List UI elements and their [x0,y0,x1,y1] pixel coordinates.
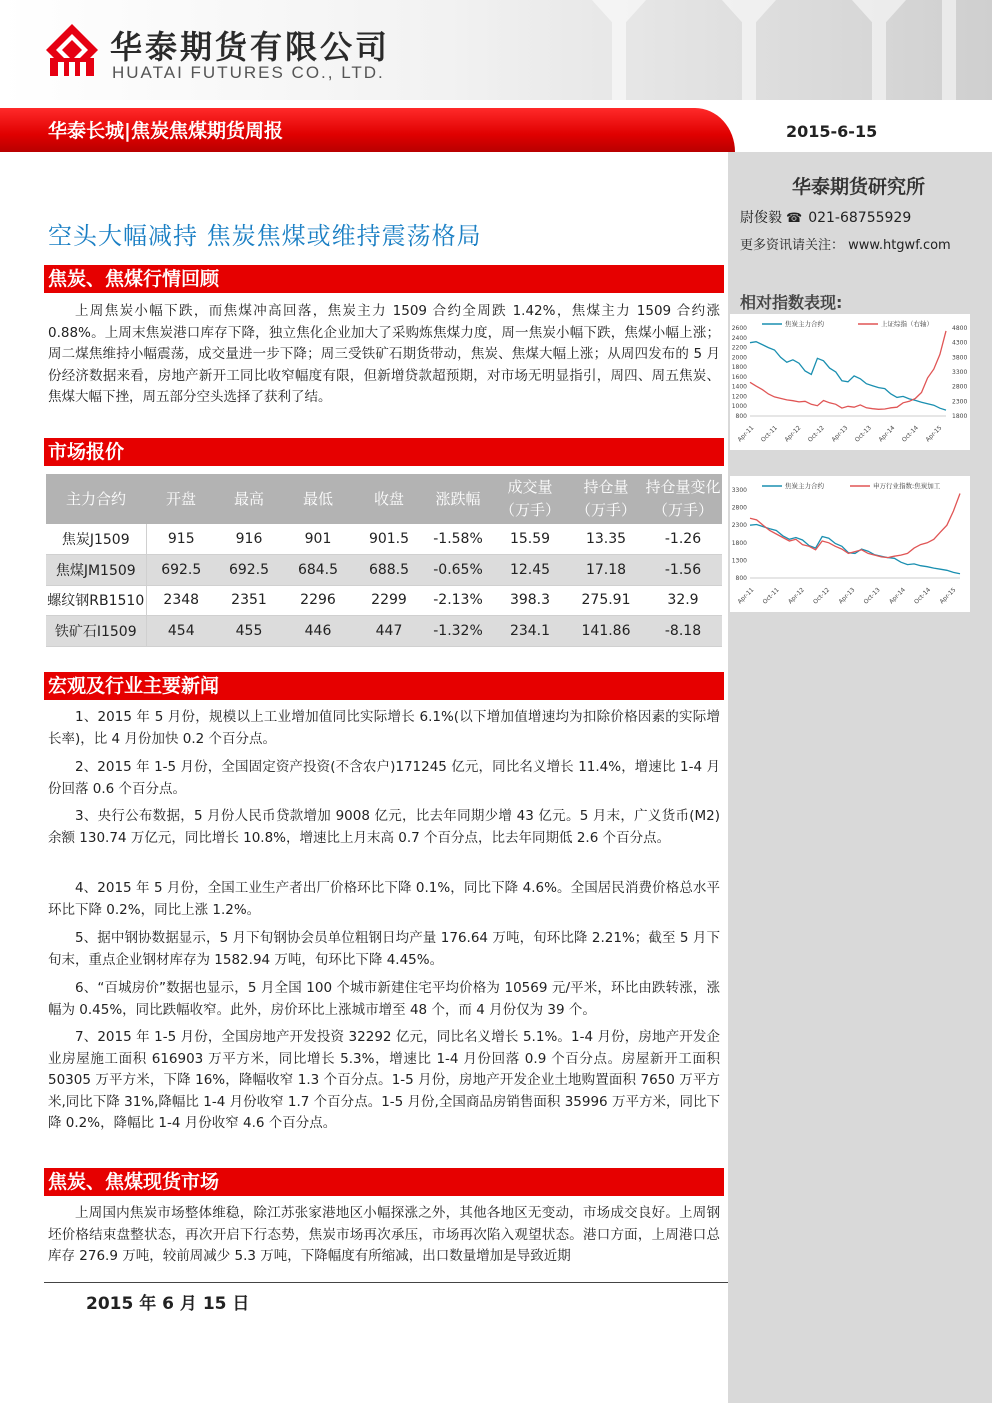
y-tick-label: 2000 [731,354,747,362]
contract-name-cell: 螺纹钢RB1510 [46,585,146,616]
x-tick-label: Apr-13 [837,586,857,606]
x-tick-label: Apr-13 [830,424,850,444]
table-header-cell: 持仓量变化 （万手） [644,474,722,524]
company-name-cn: 华泰期货有限公司 [110,28,391,66]
analyst-phone: 021-68755929 [808,210,912,226]
news-item-1: 1、2015 年 5 月份，规模以上工业增加值同比实际增长 6.1%(以下增加值增速均为扣除价格因素的实际增长率)，比 4 月份加快 0.2 个百分点。 [48,709,720,747]
section-title-spot: 焦炭、焦煤现货市场 [44,1168,724,1196]
y-tick-label: 1200 [731,393,747,401]
table-row [46,585,722,616]
table-cell: 2299 [354,585,424,616]
table-cell: -8.18 [644,616,722,647]
table-cell: 688.5 [354,555,424,586]
table-header-cell: 最低 [282,474,354,524]
table-cell: 2351 [216,585,282,616]
table-cell: -1.56 [644,555,722,586]
table-cell: 141.86 [568,616,644,647]
x-tick-label: Apr-12 [786,586,806,606]
y-tick-label: 1400 [731,383,747,391]
analyst-name: 尉俊毅 [740,210,782,226]
table-cell: 447 [354,616,424,647]
news-item-4: 4、2015 年 5 月份，全国工业生产者出厂价格环比下降 0.1%，同比下降 4.6%。全国居民消费价格总水平环比下降 0.2%，同比上涨 1.2%。 [48,880,720,918]
report-header [0,0,992,100]
y-right-tick-label: 1800 [952,413,968,420]
spot-paragraph: 上周国内焦炭市场整体维稳，除江苏张家港地区小幅探涨之外，其他各地区无变动，市场成交良好。上周钢坯价格结束盘整状态，再次开启下行态势，焦炭市场再次承压，市场再次陷入观望状态。港口方面，上周港口总库存 276.9 万吨，较前周减少 5.3 万吨，下降幅度有所缩减，出口数量增加是导致近期 [48,1205,720,1264]
y-right-tick-label: 3800 [952,354,968,362]
y-tick-label: 2800 [731,504,747,512]
news-item-6: 6、“百城房价”数据也显示，5 月全国 100 个城市新建住宅平均价格为 10569 元/平米，环比由跌转涨，涨幅为 0.45%，同比跌幅收窄。此外，房价环比上涨城市增至 48 个，而 4 月份仅为 39 个。 [48,980,720,1018]
y-tick-label: 1000 [731,403,747,411]
y-tick-label: 1800 [731,364,747,372]
y-tick-label: 3300 [731,487,747,494]
y-tick-label: 1800 [731,539,747,547]
table-cell: 901.5 [354,524,424,555]
x-tick-label: Oct-11 [761,586,781,606]
table-cell: 275.91 [568,585,644,616]
legend-label: 上证综指（右轴） [881,320,933,328]
relative-index-chart [730,314,970,450]
table-row [46,616,722,647]
table-cell: 12.45 [492,555,568,586]
table-cell: 446 [282,616,354,647]
table-cell: 692.5 [146,555,216,586]
y-right-tick-label: 4300 [952,339,968,347]
contract-name-cell: 焦煤JM1509 [46,555,146,586]
footer-divider [44,1282,728,1283]
table-cell: 32.9 [644,585,722,616]
series-line [750,342,946,410]
y-right-tick-label: 4800 [952,325,968,332]
x-tick-label: Apr-11 [736,424,756,444]
x-tick-label: Oct-11 [759,424,779,444]
table-cell: 692.5 [216,555,282,586]
table-cell: 916 [216,524,282,555]
news-item-7: 7、2015 年 1-5 月份，全国房地产开发投资 32292 亿元，同比名义增长 5.1%。1-4 月份，房地产开发企业房屋施工面积 616903 万平方米，同比增长 5.3%，增速比 1-4 月份回落 0.9 个百分点。房屋新开工面积 50305 万平方米，下降 16%，降幅收窄 1.3 个百分点。1-5 月份，房地产开发企业土地购置面积 7650 万平方米,同比下降 31%,降幅比 1-4 月份收窄 1.7 个百分点。1-5 月份,全国商品房销售面积 35996 万平方米，同比下降 0.2%，降幅比 1-4 月份收窄 4.6 个百分点。 [48,1029,720,1131]
more-info-link[interactable]: 更多资讯请关注： www.htgwf.com [740,238,951,253]
y-tick-label: 2300 [731,522,747,530]
quote-table [46,474,722,647]
x-tick-label: Apr-14 [877,424,897,444]
table-cell: 901 [282,524,354,555]
table-header-cell: 开盘 [146,474,216,524]
table-cell: -1.32% [424,616,492,647]
table-cell: 2296 [282,585,354,616]
footer-date: 2015 年 6 月 15 日 [86,1294,250,1314]
table-header-cell: 成交量 （万手） [492,474,568,524]
x-tick-label: Apr-15 [924,424,944,444]
series-line [750,525,960,574]
table-row [46,524,722,555]
table-row [46,555,722,586]
x-tick-label: Oct-14 [900,424,920,444]
sector-index-chart [730,476,970,612]
table-cell: -0.65% [424,555,492,586]
x-tick-label: Oct-13 [862,586,882,606]
table-cell: 398.3 [492,585,568,616]
y-tick-label: 1300 [731,557,747,565]
table-cell: 17.18 [568,555,644,586]
table-cell: -2.13% [424,585,492,616]
table-header-cell: 最高 [216,474,282,524]
report-series-title: 华泰长城|焦炭焦煤期货周报 [48,120,283,142]
research-institute: 华泰期货研究所 [792,176,926,198]
table-cell: 2348 [146,585,216,616]
table-cell: -1.58% [424,524,492,555]
y-right-tick-label: 3300 [952,369,968,376]
table-cell: 454 [146,616,216,647]
table-cell: 455 [216,616,282,647]
legend-label: 焦炭主力合约 [785,482,824,490]
table-header-cell: 收盘 [354,474,424,524]
x-tick-label: Apr-15 [938,586,958,606]
x-tick-label: Oct-12 [811,586,832,606]
y-tick-label: 2200 [731,344,747,352]
title-banner [0,104,992,152]
contract-name-cell: 铁矿石I1509 [46,616,146,647]
x-tick-label: Apr-14 [887,586,907,606]
header-decoration-icon [572,0,992,100]
y-tick-label: 2600 [731,325,747,332]
x-tick-label: Apr-12 [783,424,803,444]
table-header-cell: 持仓量 （万手） [568,474,644,524]
relative-index-title: 相对指数表现: [740,293,843,312]
review-paragraph: 上周焦炭小幅下跌，而焦煤冲高回落，焦炭主力 1509 合约全周跌 1.42%，焦煤主力 1509 合约涨 0.88%。上周末焦炭港口库存下降，独立焦化企业加大了采购炼焦煤力度，周一焦炭小幅下跌，焦煤小幅上涨；周二煤焦维持小幅震荡，成交量进一步下降；周三受铁矿石期货带动，焦炭、焦煤大幅上涨；从周四发布的 5 月份经济数据来看，房地产新开工同比收窄幅度有限，但新增贷款超预期，对市场无明显指引，周四、周五焦炭、焦煤大幅下挫，周五部分空头选择了获利了结。 [48,303,720,405]
legend-label: 申万行业指数:焦炭加工 [873,482,941,490]
series-line [750,494,960,558]
section-title-quotes: 市场报价 [44,438,724,466]
x-tick-label: Oct-12 [806,424,826,444]
y-tick-label: 800 [735,413,747,420]
table-header-cell: 主力合约 [46,474,146,524]
legend-label: 焦炭主力合约 [785,320,824,328]
x-tick-label: Oct-13 [853,424,873,444]
table-header-cell: 涨跌幅 [424,474,492,524]
main-headline: 空头大幅减持 焦炭焦煤或维持震荡格局 [48,222,482,250]
table-cell: 684.5 [282,555,354,586]
y-right-tick-label: 2300 [952,398,968,406]
y-tick-label: 800 [735,575,747,582]
table-cell: 15.59 [492,524,568,555]
x-tick-label: Apr-11 [736,586,756,606]
phone-icon: ☎ [786,211,803,226]
news-item-2: 2、2015 年 1-5 月份，全国固定资产投资(不含农户)171245 亿元，同比名义增长 11.4%，增速比 1-4 月份回落 0.6 个百分点。 [48,759,720,797]
company-name-en: HUATAI FUTURES CO., LTD. [112,63,385,82]
table-cell: 13.35 [568,524,644,555]
contract-name-cell: 焦炭J1509 [46,524,146,555]
y-right-tick-label: 2800 [952,383,968,391]
analyst-contact [740,207,911,227]
news-item-5: 5、据中钢协数据显示，5 月下旬钢协会员单位粗钢日均产量 176.64 万吨，旬环比降 2.21%；截至 5 月下旬末，重点企业钢材库存为 1582.94 万吨，旬环比下降 4.45%。 [48,930,720,968]
table-cell: 234.1 [492,616,568,647]
table-cell: 915 [146,524,216,555]
chart-box-2 [730,476,970,612]
y-tick-label: 2400 [731,334,747,342]
series-line [750,331,946,409]
y-tick-label: 1600 [731,373,747,381]
report-date: 2015-6-15 [786,122,878,141]
section-title-news: 宏观及行业主要新闻 [44,672,724,700]
company-logo-icon [44,22,100,78]
section-title-review: 焦炭、焦煤行情回顾 [44,265,724,293]
news-item-3: 3、央行公布数据，5 月份人民币贷款增加 9008 亿元，比去年同期少增 43 亿元。5 月末，广义货币(M2)余额 130.74 万亿元，同比增长 10.8%，增速比上月末高 0.7 个百分点，比去年同期低 2.6 个百分点。 [48,808,720,846]
chart-box-1 [730,314,970,450]
x-tick-label: Oct-14 [912,586,933,606]
table-cell: -1.26 [644,524,722,555]
